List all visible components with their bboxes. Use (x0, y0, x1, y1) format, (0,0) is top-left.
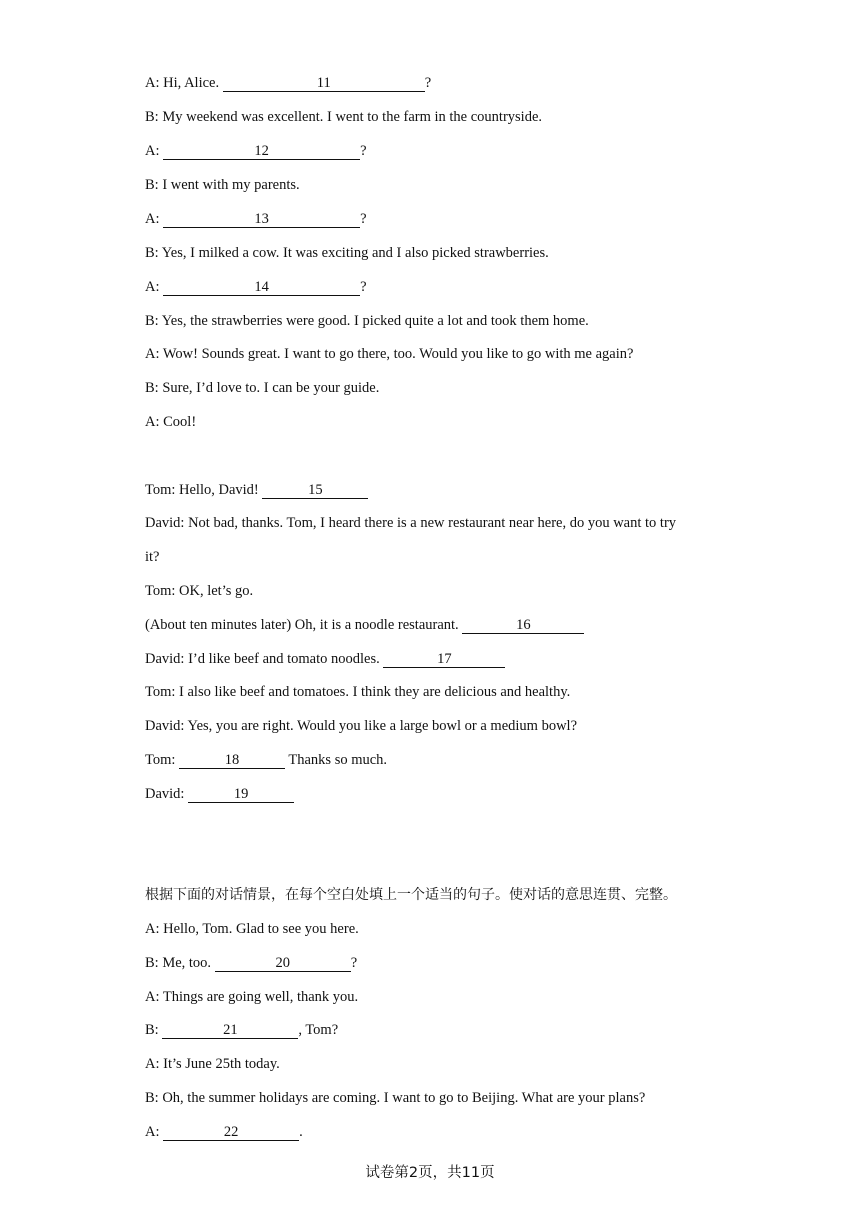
punctuation: ? (360, 211, 367, 227)
speaker-text: B: (145, 1022, 163, 1038)
speaker-text: David: I’d like beef and tomato noodles. (145, 651, 384, 667)
dialogue1-line-10: B: Sure, I’d love to. I can be your guide. (145, 380, 380, 396)
dialogue1-line-3 (145, 141, 367, 161)
dialogue3-line-6: B: Oh, the summer holidays are coming. I want to go to Beijing. What are your plans? (145, 1090, 646, 1106)
answer-blank-11[interactable]: 11 (223, 75, 425, 92)
answer-blank-22[interactable]: 22 (163, 1124, 299, 1141)
speaker-text: David: (145, 786, 189, 802)
dialogue1-line-2: B: My weekend was excellent. I went to the farm in the countryside. (145, 109, 543, 125)
section-instruction: 根据下面的对话情景，在每个空白处填上一个适当的句子。使对话的意思连贯、完整。 (145, 887, 677, 903)
speaker-text: A: (145, 1124, 164, 1140)
speaker-text: A: (145, 143, 164, 159)
dialogue3-line-2 (145, 953, 357, 973)
speaker-text: A: (145, 211, 164, 227)
speaker-text: Tom: (145, 752, 180, 768)
dialogue1-line-5 (145, 209, 367, 229)
speaker-text: A: Hi, Alice. (145, 75, 223, 91)
speaker-text: Tom: Hello, David! (145, 482, 263, 498)
punctuation: ? (424, 75, 432, 91)
dialogue3-line-5: A: It’s June 25th today. (145, 1056, 280, 1072)
dialogue2-line-7: David: Yes, you are right. Would you like a large bowl or a medium bowl? (145, 718, 578, 734)
dialogue3-line-3: A: Things are going well, thank you. (145, 989, 359, 1005)
dialogue2-line-2: David: Not bad, thanks. Tom, I heard there is a new restaurant near here, do you want to try (145, 515, 677, 531)
trailing-text: , Tom? (298, 1022, 339, 1038)
dialogue1-line-8: B: Yes, the strawberries were good. I picked quite a lot and took them home. (145, 313, 589, 329)
dialogue3-line-4 (145, 1020, 338, 1040)
answer-blank-19[interactable]: 19 (188, 786, 294, 803)
dialogue1-line-1 (145, 73, 431, 93)
dialogue1-line-6: B: Yes, I milked a cow. It was exciting and I also picked strawberries. (145, 245, 549, 261)
punctuation: ? (360, 279, 367, 295)
dialogue2-line-9 (145, 784, 294, 804)
punctuation: ? (350, 955, 358, 971)
dialogue2-line-3: Tom: OK, let’s go. (145, 583, 254, 599)
punctuation: ? (360, 143, 367, 159)
answer-blank-20[interactable]: 20 (215, 955, 351, 972)
speaker-text: A: (145, 279, 164, 295)
dialogue1-line-4: B: I went with my parents. (145, 177, 300, 193)
answer-blank-21[interactable]: 21 (162, 1022, 298, 1039)
answer-blank-13[interactable]: 13 (163, 211, 360, 228)
answer-blank-12[interactable]: 12 (163, 143, 360, 160)
answer-blank-15[interactable]: 15 (262, 482, 368, 499)
dialogue3-line-7 (145, 1122, 303, 1142)
dialogue2-line-2-cont: it? (145, 549, 160, 565)
page-footer: 试卷第2页，共11页 (365, 1165, 495, 1181)
dialogue3-line-1: A: Hello, Tom. Glad to see you here. (145, 921, 359, 937)
answer-blank-18[interactable]: 18 (179, 752, 285, 769)
dialogue2-line-1 (145, 480, 368, 500)
answer-blank-14[interactable]: 14 (163, 279, 360, 296)
dialogue1-line-11: A: Cool! (145, 414, 197, 430)
answer-blank-17[interactable]: 17 (383, 651, 505, 668)
punctuation: . (299, 1124, 303, 1140)
dialogue2-line-5 (145, 649, 505, 669)
trailing-text: Thanks so much. (285, 752, 388, 768)
speaker-text: (About ten minutes later) Oh, it is a noodle restaurant. (145, 617, 463, 633)
answer-blank-16[interactable]: 16 (462, 617, 584, 634)
dialogue1-line-7 (145, 277, 367, 297)
dialogue2-line-8 (145, 750, 387, 770)
dialogue1-line-9: A: Wow! Sounds great. I want to go there, too. Would you like to go with me again? (145, 346, 634, 362)
speaker-text: B: Me, too. (145, 955, 215, 971)
dialogue2-line-6: Tom: I also like beef and tomatoes. I think they are delicious and healthy. (145, 684, 571, 700)
dialogue2-line-4 (145, 615, 584, 635)
